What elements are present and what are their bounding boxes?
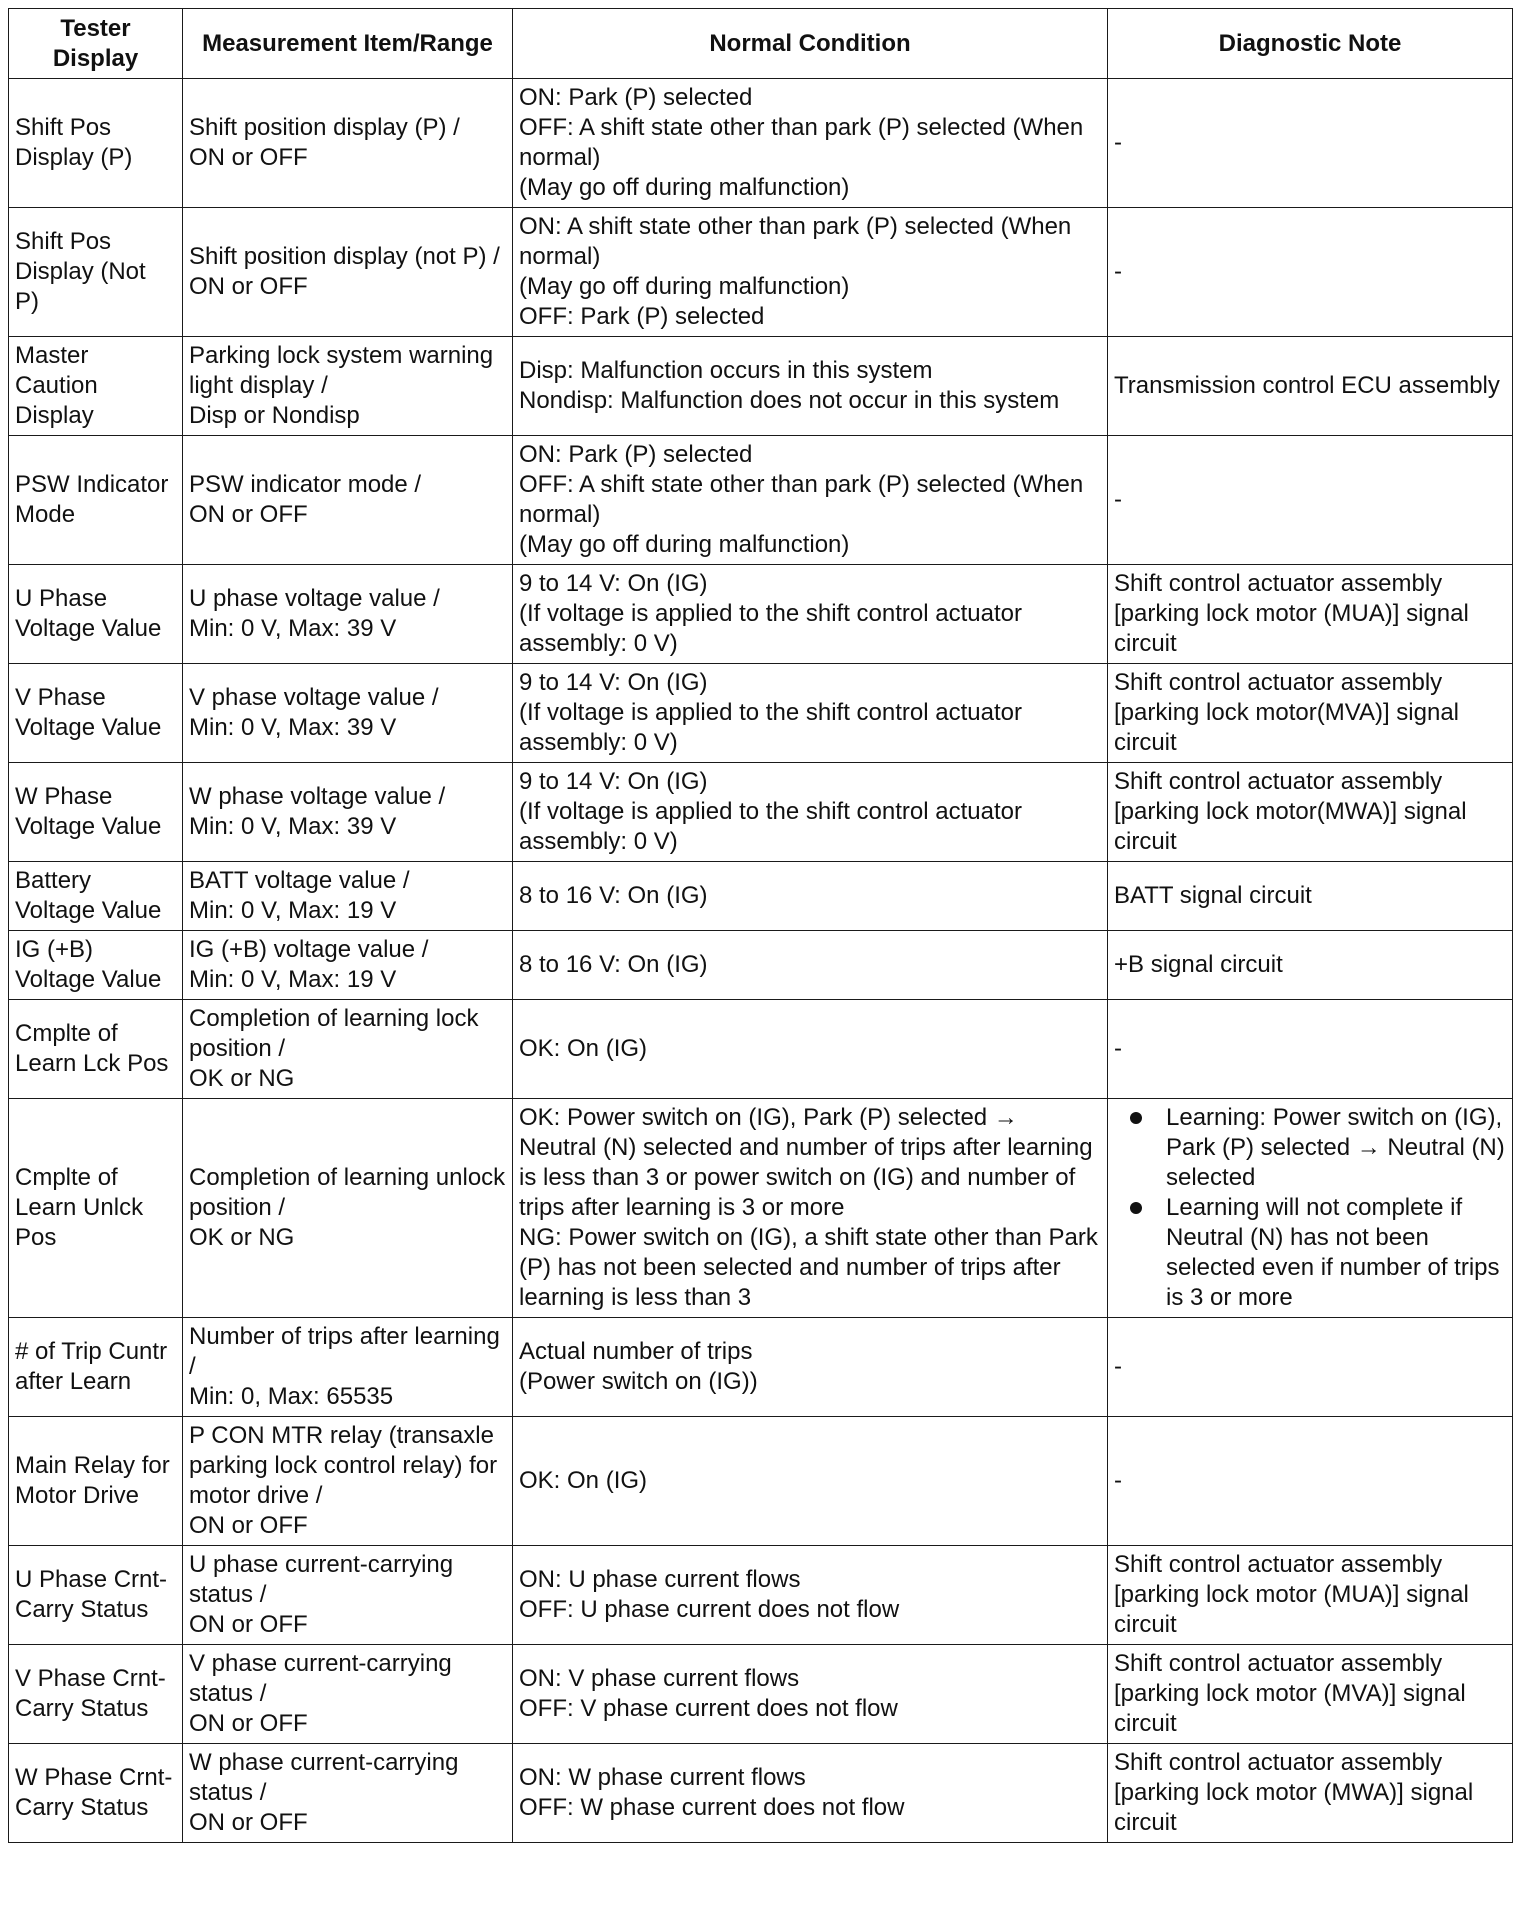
bullet-icon [1130,1202,1142,1214]
measurement-item-cell [183,337,513,436]
diagnostic-note-cell [1108,763,1513,862]
measurement-item-cell [183,1099,513,1318]
cell-text-line: (If voltage is applied to the shift control actuator assembly: 0 V) [519,798,1022,855]
cell-text-line: 9 to 14 V: On (IG) [519,768,708,795]
cell-text-line: ON: W phase current flows [519,1764,806,1791]
tester-display-cell [9,931,183,1000]
measurement-item-cell [183,208,513,337]
table-row [9,664,1513,763]
cell-text-line: # of Trip Cuntr after Learn [15,1338,168,1395]
cell-text-line: Actual number of trips [519,1338,753,1365]
cell-text-line: (May go off during malfunction) [519,174,850,201]
tester-display-cell [9,1000,183,1099]
cell-text-line: PSW indicator mode / [189,471,422,498]
diagnostic-note-cell [1108,565,1513,664]
cell-text-line: Shift control actuator assembly [parking lock motor (MUA)] signal circuit [1114,570,1469,657]
diagnostic-note-cell [1108,208,1513,337]
measurement-item-cell [183,1744,513,1843]
cell-text-line: - [1114,486,1122,513]
list-item [1166,1193,1506,1313]
measurement-item-cell [183,1645,513,1744]
table-row [9,565,1513,664]
tester-display-cell [9,337,183,436]
cell-text-line: Min: 0, Max: 65535 [189,1383,394,1410]
table-row [9,337,1513,436]
cell-text-line: Battery Voltage Value [15,867,162,924]
cell-text-line: OFF: A shift state other than park (P) selected (When normal) [519,471,1084,528]
diagnostic-note-list [1114,1103,1506,1313]
cell-text-line: Min: 0 V, Max: 39 V [189,615,397,642]
diagnostic-note-cell [1108,664,1513,763]
measurement-item-cell [183,931,513,1000]
cell-text-line: W Phase Voltage Value [15,783,162,840]
table-row [9,1417,1513,1546]
cell-text-line: Number of trips after learning / [189,1323,500,1380]
cell-text-line: OK: Power switch on (IG), Park (P) selected → Neutral (N) selected and number of trips after learning is less than 3 or power switch on (IG) and number of trips after learning is 3 or more [519,1104,1093,1221]
cell-text-line: OK: On (IG) [519,1035,648,1062]
cell-text-line: ON: V phase current flows [519,1665,800,1692]
cell-text-line: Disp or Nondisp [189,402,360,429]
cell-text-line: ON: Park (P) selected [519,441,753,468]
cell-text-line: OFF: V phase current does not flow [519,1695,898,1722]
cell-text-line: Min: 0 V, Max: 19 V [189,966,397,993]
cell-text-line: W phase voltage value / [189,783,446,810]
cell-text-line: Shift control actuator assembly [parking lock motor (MUA)] signal circuit [1114,1551,1469,1638]
cell-text-line: (May go off during malfunction) [519,531,850,558]
tester-display-cell [9,1546,183,1645]
table-row [9,1000,1513,1099]
cell-text-line: - [1114,1035,1122,1062]
normal-condition-cell [513,1417,1108,1546]
cell-text-line: V phase current-carrying status / [189,1650,452,1707]
cell-text-line: - [1114,258,1122,285]
cell-text-line: ON or OFF [189,1611,308,1638]
tester-display-cell [9,862,183,931]
cell-text-line: Min: 0 V, Max: 39 V [189,813,397,840]
table-row [9,931,1513,1000]
header-diagnostic-note: Diagnostic Note [1108,9,1513,79]
normal-condition-cell [513,1744,1108,1843]
cell-text-line: Shift control actuator assembly [parking lock motor(MWA)] signal circuit [1114,768,1467,855]
cell-text-line: 9 to 14 V: On (IG) [519,570,708,597]
table-row [9,1318,1513,1417]
table-row [9,208,1513,337]
normal-condition-cell [513,931,1108,1000]
table-row [9,1744,1513,1843]
cell-text-line: Shift Pos Display (P) [15,114,133,171]
cell-text-line: Master Caution Display [15,342,98,429]
tester-display-cell [9,763,183,862]
tester-display-cell [9,565,183,664]
table-row [9,1645,1513,1744]
header-row [9,9,1513,79]
cell-text-line: OFF: Park (P) selected [519,303,765,330]
diagnostic-note-cell [1108,1417,1513,1546]
normal-condition-cell [513,565,1108,664]
tester-display-cell [9,79,183,208]
measurement-item-cell [183,664,513,763]
cell-text-line: Shift control actuator assembly [parking lock motor (MVA)] signal circuit [1114,1650,1466,1737]
cell-text-line: Nondisp: Malfunction does not occur in this system [519,387,1060,414]
table-row [9,1546,1513,1645]
list-item-text: Learning will not complete if Neutral (N) has not been selected even if number of trips is 3 or more [1166,1194,1500,1311]
table-header [9,9,1513,79]
cell-text-line: OFF: U phase current does not flow [519,1596,900,1623]
tester-display-cell [9,1417,183,1546]
tester-display-cell [9,1645,183,1744]
table-row [9,79,1513,208]
diagnostic-note-cell [1108,1645,1513,1744]
cell-text-line: Shift position display (P) / [189,114,460,141]
measurement-item-cell [183,862,513,931]
tester-display-cell [9,1318,183,1417]
measurement-item-cell [183,1318,513,1417]
cell-text-line: Shift control actuator assembly [parking lock motor(MVA)] signal circuit [1114,669,1459,756]
cell-text-line: Shift control actuator assembly [parking lock motor (MWA)] signal circuit [1114,1749,1474,1836]
cell-text-line: Parking lock system warning light display / [189,342,494,399]
cell-text-line: V Phase Crnt-Carry Status [15,1665,166,1722]
diagnostic-note-cell [1108,79,1513,208]
cell-text-line: 8 to 16 V: On (IG) [519,882,708,909]
cell-text-line: Cmplte of Learn Lck Pos [15,1020,169,1077]
cell-text-line: 9 to 14 V: On (IG) [519,669,708,696]
table-row [9,763,1513,862]
cell-text-line: - [1114,129,1122,156]
cell-text-line: ON or OFF [189,144,308,171]
diagnostic-note-cell [1108,1744,1513,1843]
cell-text-line: OK: On (IG) [519,1467,648,1494]
cell-text-line: Completion of learning unlock position / [189,1164,506,1221]
normal-condition-cell [513,1000,1108,1099]
header-tester-display: Tester Display [9,9,183,79]
measurement-item-cell [183,436,513,565]
cell-text-line: Min: 0 V, Max: 19 V [189,897,397,924]
cell-text-line: (May go off during malfunction) [519,273,850,300]
cell-text-line: ON: A shift state other than park (P) selected (When normal) [519,213,1072,270]
diagnostic-note-cell [1108,1546,1513,1645]
cell-text-line: U phase voltage value / [189,585,440,612]
cell-text-line: IG (+B) voltage value / [189,936,429,963]
table-row [9,436,1513,565]
tester-display-cell [9,208,183,337]
cell-text-line: 8 to 16 V: On (IG) [519,951,708,978]
diagnostic-note-cell [1108,436,1513,565]
measurement-item-cell [183,79,513,208]
cell-text-line: IG (+B) Voltage Value [15,936,162,993]
cell-text-line: W phase current-carrying status / [189,1749,459,1806]
list-item-text: Learning: Power switch on (IG), Park (P) selected → Neutral (N) selected [1166,1104,1505,1191]
cell-text-line: BATT voltage value / [189,867,410,894]
tester-display-cell [9,1099,183,1318]
cell-text-line: OFF: W phase current does not flow [519,1794,905,1821]
cell-text-line: U Phase Voltage Value [15,585,162,642]
tester-display-cell [9,436,183,565]
cell-text-line: (If voltage is applied to the shift control actuator assembly: 0 V) [519,699,1022,756]
bullet-icon [1130,1112,1142,1124]
header-normal-condition: Normal Condition [513,9,1108,79]
normal-condition-cell [513,1318,1108,1417]
normal-condition-cell [513,1645,1108,1744]
diagnostic-note-cell [1108,1000,1513,1099]
cell-text-line: P CON MTR relay (transaxle parking lock control relay) for motor drive / [189,1422,498,1509]
document-page [8,8,1512,1843]
diagnostic-note-cell [1108,862,1513,931]
header-measurement-item: Measurement Item/Range [183,9,513,79]
cell-text-line: Disp: Malfunction occurs in this system [519,357,933,384]
cell-text-line: - [1114,1467,1122,1494]
cell-text-line: U Phase Crnt-Carry Status [15,1566,168,1623]
normal-condition-cell [513,763,1108,862]
cell-text-line: NG: Power switch on (IG), a shift state other than Park (P) has not been selected and number of trips after learning is less than 3 [519,1224,1098,1311]
diagnostic-note-cell [1108,337,1513,436]
cell-text-line: W Phase Crnt-Carry Status [15,1764,173,1821]
normal-condition-cell [513,1099,1108,1318]
cell-text-line: ON: Park (P) selected [519,84,753,111]
cell-text-line: BATT signal circuit [1114,882,1312,909]
measurement-item-cell [183,565,513,664]
diagnostic-note-cell [1108,1099,1513,1318]
cell-text-line: Min: 0 V, Max: 39 V [189,714,397,741]
measurement-item-cell [183,1000,513,1099]
cell-text-line: OK or NG [189,1065,295,1092]
normal-condition-cell [513,337,1108,436]
normal-condition-cell [513,79,1108,208]
normal-condition-cell [513,862,1108,931]
normal-condition-cell [513,664,1108,763]
cell-text-line: Transmission control ECU assembly [1114,372,1500,399]
normal-condition-cell [513,208,1108,337]
table-row [9,862,1513,931]
normal-condition-cell [513,1546,1108,1645]
table-body [9,79,1513,1843]
cell-text-line: ON or OFF [189,1809,308,1836]
cell-text-line: (Power switch on (IG)) [519,1368,758,1395]
cell-text-line: ON or OFF [189,1710,308,1737]
cell-text-line: V Phase Voltage Value [15,684,162,741]
data-list-table [8,8,1513,1843]
cell-text-line: Main Relay for Motor Drive [15,1452,170,1509]
measurement-item-cell [183,1546,513,1645]
cell-text-line: ON or OFF [189,501,308,528]
cell-text-line: - [1114,1353,1122,1380]
cell-text-line: ON or OFF [189,1512,308,1539]
cell-text-line: Shift position display (not P) / [189,243,500,270]
normal-condition-cell [513,436,1108,565]
cell-text-line: ON: U phase current flows [519,1566,801,1593]
measurement-item-cell [183,763,513,862]
cell-text-line: Shift Pos Display (Not P) [15,228,146,315]
tester-display-cell [9,1744,183,1843]
cell-text-line: PSW Indicator Mode [15,471,169,528]
cell-text-line: +B signal circuit [1114,951,1283,978]
cell-text-line: Cmplte of Learn Unlck Pos [15,1164,144,1251]
cell-text-line: OK or NG [189,1224,295,1251]
list-item [1166,1103,1506,1193]
cell-text-line: U phase current-carrying status / [189,1551,454,1608]
tester-display-cell [9,664,183,763]
diagnostic-note-cell [1108,931,1513,1000]
cell-text-line: (If voltage is applied to the shift control actuator assembly: 0 V) [519,600,1022,657]
cell-text-line: Completion of learning lock position / [189,1005,479,1062]
table-row [9,1099,1513,1318]
cell-text-line: OFF: A shift state other than park (P) selected (When normal) [519,114,1084,171]
diagnostic-note-cell [1108,1318,1513,1417]
cell-text-line: ON or OFF [189,273,308,300]
cell-text-line: V phase voltage value / [189,684,439,711]
measurement-item-cell [183,1417,513,1546]
